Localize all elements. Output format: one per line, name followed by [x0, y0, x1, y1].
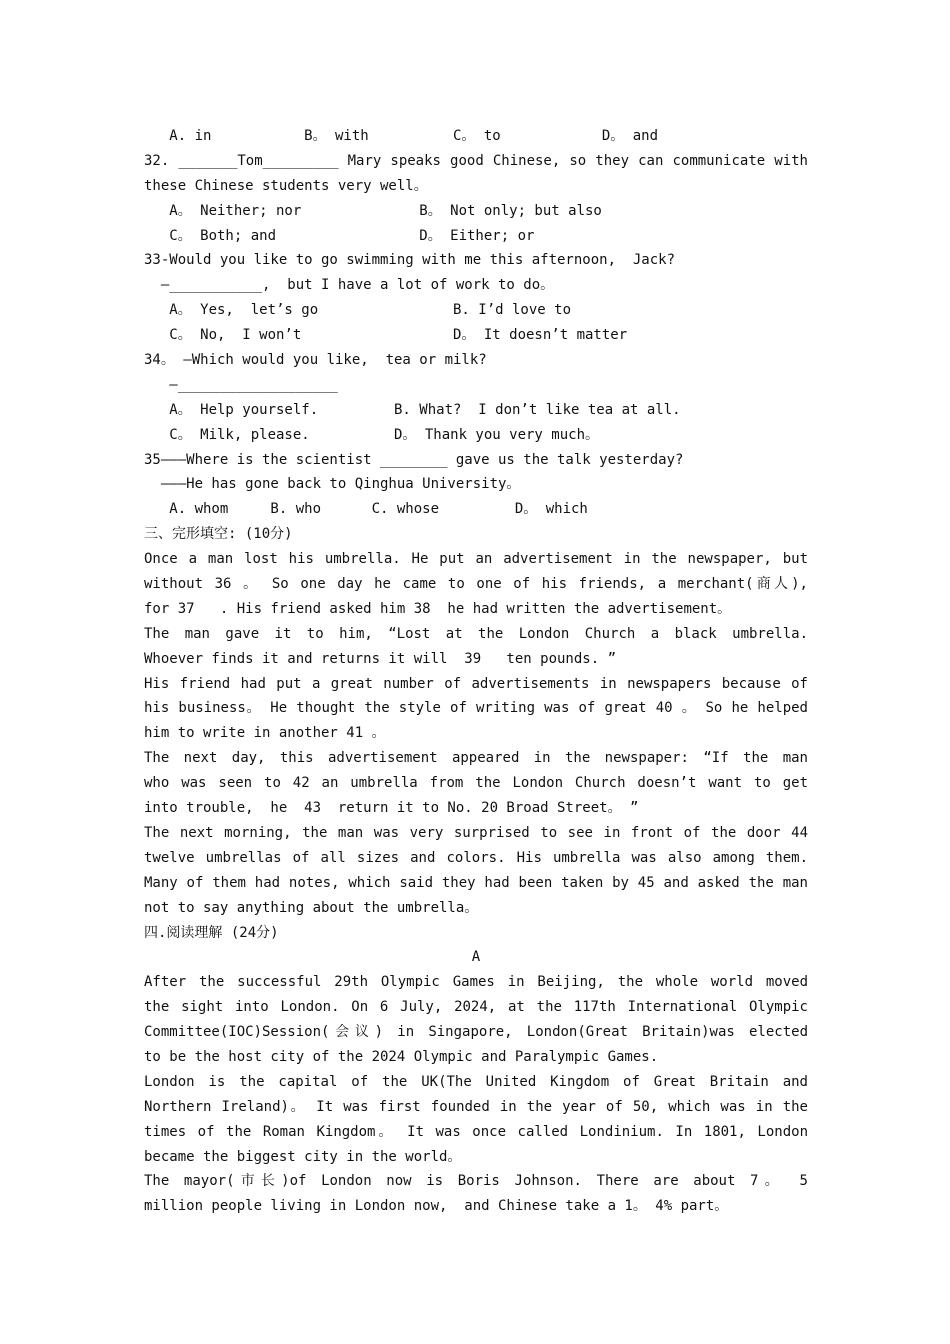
- text-line: The next morning, the man was very surprised to see in front of the door 44: [144, 824, 808, 841]
- text-line: not to say anything about the umbrella。: [144, 899, 479, 916]
- text-line: The mayor(市长)of London now is Boris Johnson. There are about 7。 5: [144, 1173, 808, 1190]
- text-line: The man gave it to him, “Lost at the London Church a black umbrella.: [144, 625, 808, 642]
- document-page: [144, 124, 808, 1219]
- text-line: The next day, this advertisement appeared in the newspaper: “If the man: [144, 750, 808, 767]
- text-line: —___________________: [144, 376, 338, 393]
- text-line: Whoever finds it and returns it will 39 ten pounds. ”: [144, 650, 617, 667]
- text-line: A。 Yes, let’s go B. I’d love to: [144, 302, 572, 319]
- text-line: A。 Help yourself. B. What? I don’t like tea at all.: [144, 401, 681, 418]
- text-line: the sight into London. On 6 July, 2024, at the 117th International Olympic: [144, 999, 808, 1016]
- text-line: times of the Roman Kingdom。 It was once called Londinium. In 1801, London: [144, 1123, 808, 1140]
- text-line: A. in B。 with C。 to D。 and: [144, 128, 659, 144]
- text-line: His friend had put a great number of advertisements in newspapers because of: [144, 675, 808, 692]
- section-heading: 四.阅读理解 (24分): [144, 924, 279, 941]
- section-heading: 三、完形填空: (10分): [144, 526, 293, 543]
- text-line: Committee(IOC)Session(会议) in Singapore, London(Great Britain)was elected: [144, 1024, 808, 1041]
- text-line: these Chinese students very well。: [144, 177, 428, 194]
- text-line: A。 Neither; nor B。 Not only; but also: [144, 202, 602, 219]
- text-line: 35———Where is the scientist ________ gave us the talk yesterday?: [144, 451, 684, 468]
- text-line: who was seen to 42 an umbrella from the London Church doesn’t want to get: [144, 775, 808, 792]
- text-line: 33-Would you like to go swimming with me this afternoon, Jack?: [144, 252, 676, 269]
- text-line: his business。 He thought the style of writing was of great 40 。 So he helped: [144, 700, 808, 717]
- text-line: him to write in another 41 。: [144, 725, 386, 742]
- text-line: without 36 。 So one day he came to one of his friends, a merchant(商人),: [144, 576, 808, 593]
- text-line: million people living in London now, and Chinese take a 1。 4% part。: [144, 1198, 729, 1215]
- text-line: to be the host city of the 2024 Olympic and Paralympic Games.: [144, 1048, 659, 1065]
- text-line: ———He has gone back to Qinghua University。: [144, 476, 521, 493]
- text-line: 34。 —Which would you like, tea or milk?: [144, 352, 487, 369]
- text-line: Many of them had notes, which said they had been taken by 45 and asked the man: [144, 874, 808, 891]
- text-line: became the biggest city in the world。: [144, 1148, 462, 1165]
- passage-label: A: [471, 949, 481, 966]
- text-line: Northern Ireland)。 It was first founded in the year of 50, which was in the: [144, 1098, 808, 1115]
- text-line: twelve umbrellas of all sizes and colors. His umbrella was also among them.: [144, 849, 808, 866]
- text-line: C。 No, I won’t D。 It doesn’t matter: [144, 327, 628, 344]
- text-line: 32. _______Tom_________ Mary speaks good Chinese, so they can communicate with: [144, 152, 808, 169]
- text-line: A. whom B. who C. whose D。 which: [144, 501, 588, 518]
- text-line: for 37 . His friend asked him 38 he had written the advertisement。: [144, 600, 732, 617]
- text-line: C。 Milk, please. D。 Thank you very much。: [144, 426, 600, 443]
- text-line: —___________, but I have a lot of work to do。: [144, 277, 555, 294]
- text-line: Once a man lost his umbrella. He put an advertisement in the newspaper, but: [144, 551, 808, 568]
- text-line: After the successful 29th Olympic Games in Beijing, the whole world moved: [144, 974, 808, 991]
- text-line: C。 Both; and D。 Either; or: [144, 227, 535, 244]
- text-line: into trouble, he 43 return it to No. 20 Broad Street。 ”: [144, 800, 639, 817]
- text-line: London is the capital of the UK(The United Kingdom of Great Britain and: [144, 1073, 808, 1090]
